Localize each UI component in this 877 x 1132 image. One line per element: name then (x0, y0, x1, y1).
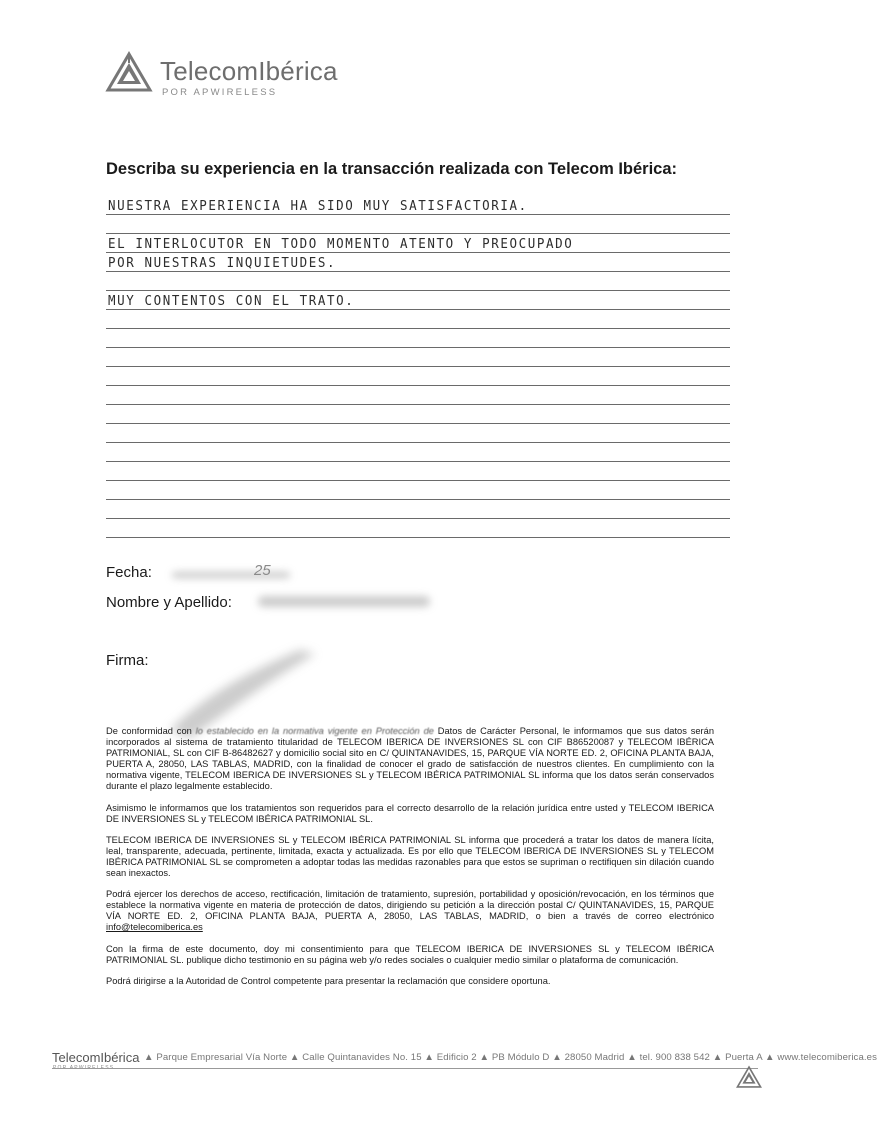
response-line (106, 329, 730, 348)
fecha-partial-value: 25 (254, 562, 271, 579)
form-heading: Describa su experiencia en la transacción realizada con Telecom Ibérica: (106, 160, 678, 178)
response-line (106, 424, 730, 443)
handwritten-text: NUESTRA EXPERIENCIA HA SIDO MUY SATISFACTORIA. (108, 197, 528, 214)
legal-paragraph: Asimismo le informamos que los tratamientos son requeridos para el correcto desarrollo de la relación jurídica entre usted y TELECOM IBERICA DE INVERSIONES SL y TELECOM IBÉRICA PATRIMONIAL SL. (106, 802, 714, 824)
response-line (106, 500, 730, 519)
footer-logo-icon (736, 1066, 762, 1088)
logo-brand-text: TelecomIbérica (160, 56, 338, 86)
response-line (106, 253, 730, 272)
fecha-label: Fecha: (106, 564, 152, 581)
legal-text: Datos de Carácter Personal, le informamos que sus datos serán incorporados al sistema de tratamiento titularidad de TELECOM IBERICA DE INVERSIONES SL con CIF B86520087 y TELECOM IBÉRICA PATRIMONIAL, SL con CIF B-86482627 y domicilio social sito en C/ QUINTANAVIDES, 15, PARQUE VÍA NORTE ED. 2, OFICINA PLANTA BAJA, PUERTA A, 28050, LAS TABLAS, MADRID, con la finalidad de conocer el grado de satisfacción de nuestros clientes. En cumplimiento con la normativa vigente, TELECOM IBERICA DE INVERSIONES SL y TELECOM IBÉRICA PATRIMONIAL SL informa que los datos serán conservados durante el plazo legalmente establecido. (106, 726, 714, 792)
legal-text: Podrá ejercer los derechos de acceso, rectificación, limitación de tratamiento, supresión, portabilidad y oposición/revocación, en los términos que establece la normativa vigente en materia de protección de datos, dirigiendo su petición a la dirección postal C/ QUINTANAVIDES, 15, PARQUE VÍA NORTE ED. 2, OFICINA PLANTA BAJA, PUERTA A, 28050, LAS TABLAS, MADRID, o bien a través de correo electrónico (106, 889, 714, 922)
response-line (106, 272, 730, 291)
legal-paragraph (106, 889, 714, 933)
response-line (106, 348, 730, 367)
logo-tagline: POR APWIRELESS (162, 87, 278, 98)
handwritten-response-area (106, 196, 730, 538)
contact-email-link[interactable]: info@telecomiberica.es (106, 922, 203, 933)
redacted-signature-icon (150, 640, 330, 740)
handwritten-text: POR NUESTRAS INQUIETUDES. (108, 254, 337, 271)
response-line (106, 310, 730, 329)
redacted-date (172, 572, 290, 578)
response-line (106, 291, 730, 310)
response-line (106, 481, 730, 500)
legal-text: De conformidad con (106, 726, 192, 736)
handwritten-text: MUY CONTENTOS CON EL TRATO. (108, 292, 355, 309)
legal-paragraph: TELECOM IBERICA DE INVERSIONES SL y TELECOM IBÉRICA PATRIMONIAL SL informa que procederá a tratar los datos de manera lícita, leal, transparente, adecuada, pertinente, limitada, exacta y actualizada. Es por ello que TELECOM IBERICA DE INVERSIONES SL y TELECOM IBÉRICA PATRIMONIAL SL se comprometen a adoptar todas las medidas razonables para que estos se supriman o rectifiquen sin dilación cuando sean inexactos. (106, 834, 714, 879)
response-line (106, 367, 730, 386)
response-line (106, 405, 730, 424)
firma-label: Firma: (106, 652, 149, 669)
legal-paragraph: Con la firma de este documento, doy mi consentimiento para que TELECOM IBERICA DE INVERSIONES SL y TELECOM IBÉRICA PATRIMONIAL SL. publique dicho testimonio en su página web y/o redes sociales o cualquier medio similar o plataforma de comunicación. (106, 943, 714, 965)
logo-triangle-icon (106, 52, 152, 92)
response-line (106, 386, 730, 405)
response-line (106, 519, 730, 538)
response-line (106, 234, 730, 253)
nombre-label: Nombre y Apellido: (106, 594, 232, 611)
page-footer (52, 1050, 877, 1090)
company-logo (106, 50, 366, 100)
redacted-name (258, 596, 430, 607)
data-protection-notice (106, 726, 714, 997)
footer-address: ▲ Parque Empresarial Vía Norte ▲ Calle Quintanavides No. 15 ▲ Edificio 2 ▲ PB Módulo D ▲ 28050 Madrid ▲ tel. 900 838 542 ▲ Puerta A ▲ www.telecomiberica.es (144, 1052, 877, 1063)
footer-brand: TelecomIbérica (52, 1050, 140, 1065)
response-line (106, 443, 730, 462)
legal-paragraph: Podrá dirigirse a la Autoridad de Control competente para presentar la reclamación que considere oportuna. (106, 975, 551, 986)
footer-divider (52, 1068, 758, 1069)
response-line (106, 215, 730, 234)
response-line (106, 462, 730, 481)
legal-smudged-text: lo establecido en la normativa vigente en Protección de (195, 726, 434, 736)
response-line (106, 196, 730, 215)
handwritten-text: EL INTERLOCUTOR EN TODO MOMENTO ATENTO Y PREOCUPADO (108, 235, 574, 252)
legal-paragraph (106, 726, 714, 793)
